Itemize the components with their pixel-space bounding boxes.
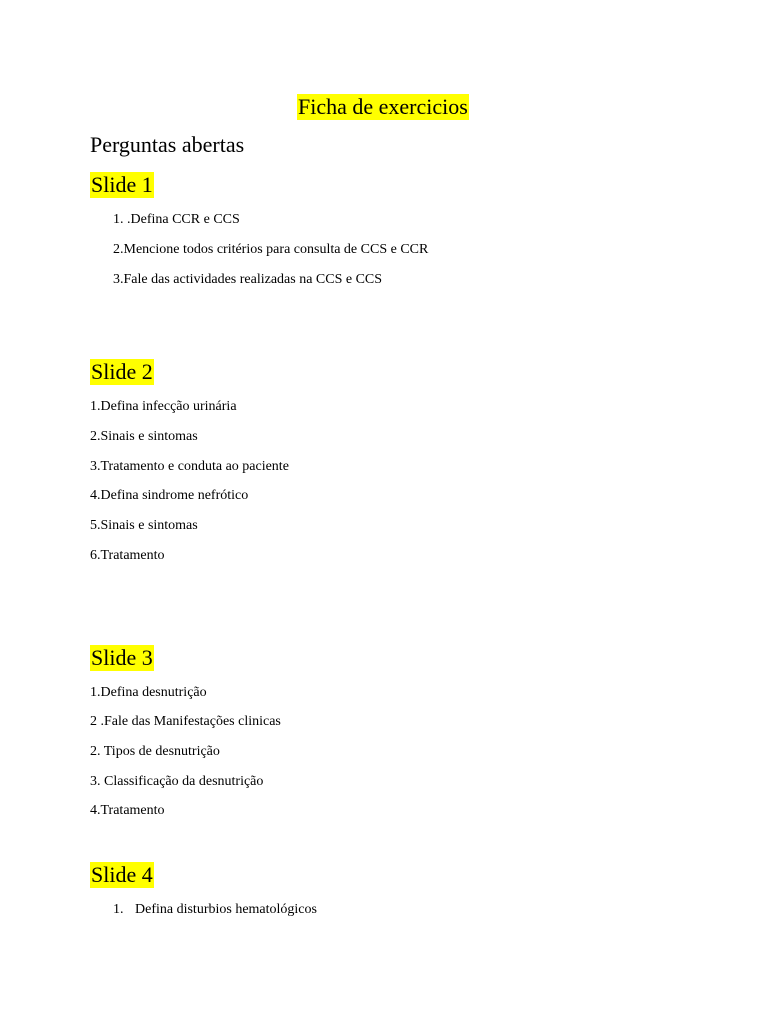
list-item: 3.Tratamento e conduta ao paciente bbox=[90, 459, 289, 474]
list-item: 3.Fale das actividades realizadas na CCS e CCS bbox=[113, 272, 383, 287]
list-item-text: Defina disturbios hematológicos bbox=[135, 902, 317, 917]
list-item-number: 1. bbox=[113, 902, 124, 917]
list-item: 2.Sinais e sintomas bbox=[90, 429, 198, 444]
list-item: 5.Sinais e sintomas bbox=[90, 518, 198, 533]
list-item: 3. Classificação da desnutrição bbox=[90, 774, 264, 789]
document-title: Ficha de exercicios bbox=[298, 94, 468, 119]
list-item bbox=[113, 901, 317, 919]
section-heading-slide-2: Slide 2 bbox=[91, 359, 153, 384]
list-item: 1. .Defina CCR e CCS bbox=[113, 212, 240, 227]
list-item: 2.Mencione todos critérios para consulta de CCS e CCR bbox=[113, 242, 429, 257]
list-item: 2. Tipos de desnutrição bbox=[90, 744, 220, 759]
list-item: 1.Defina desnutrição bbox=[90, 685, 207, 700]
section-heading-slide-3: Slide 3 bbox=[91, 645, 153, 670]
document-subtitle: Perguntas abertas bbox=[90, 132, 245, 157]
list-item: 4.Tratamento bbox=[90, 803, 165, 818]
section-heading-slide-4: Slide 4 bbox=[91, 862, 153, 887]
section-heading-slide-1: Slide 1 bbox=[91, 172, 153, 197]
list-item: 1.Defina infecção urinária bbox=[90, 399, 237, 414]
list-item: 4.Defina sindrome nefrótico bbox=[90, 488, 249, 503]
list-item: 2 .Fale das Manifestações clinicas bbox=[90, 714, 281, 729]
list-item: 6.Tratamento bbox=[90, 548, 165, 563]
